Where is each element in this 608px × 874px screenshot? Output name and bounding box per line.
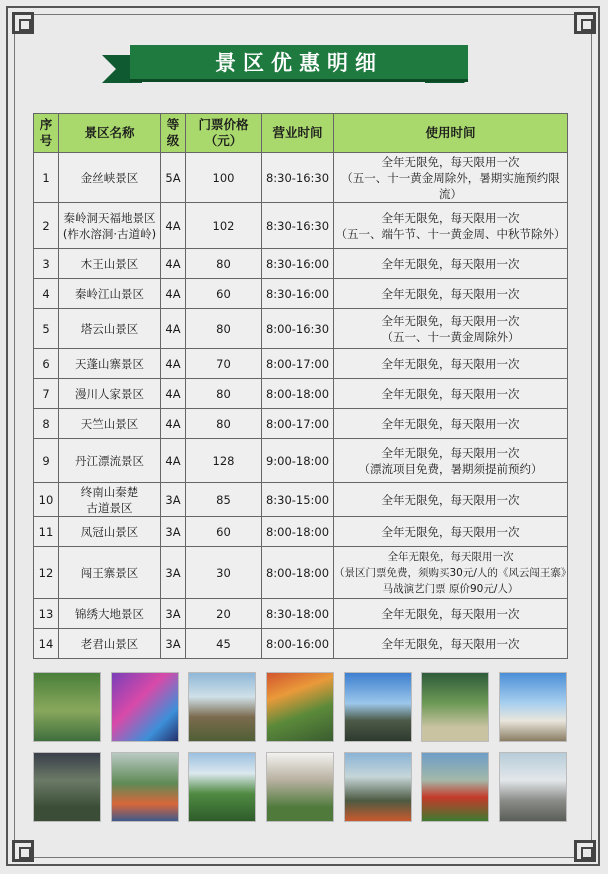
cell-use-text: （五一、端午节、十一黄金周、中秋节除外） — [335, 226, 566, 241]
cell-price-text: 80 — [216, 386, 231, 401]
cell-price — [186, 547, 262, 599]
cell-no-text: 4 — [42, 286, 50, 301]
cell-name — [59, 309, 161, 349]
cell-no — [34, 203, 59, 249]
page-title: 景区优惠明细 — [215, 51, 383, 75]
cell-hours — [262, 379, 334, 409]
cell-use — [334, 439, 568, 483]
cell-name-text: 塔云山景区 — [80, 321, 139, 336]
cell-name-text: 老君山景区 — [80, 636, 139, 651]
cell-grade-text: 3A — [165, 606, 181, 621]
cell-use-text: （五一、十一黄金周除外） — [381, 329, 520, 344]
photo-strip-top — [33, 672, 567, 742]
cell-hours — [262, 249, 334, 279]
cell-hours-text: 8:30-16:30 — [265, 170, 330, 185]
cell-no — [34, 599, 59, 629]
cell-hours-text: 8:30-18:00 — [265, 606, 330, 621]
cell-price — [186, 439, 262, 483]
photo-3 — [188, 672, 256, 742]
cell-no-text: 14 — [38, 636, 54, 651]
photo-8 — [33, 752, 101, 822]
photo-5 — [344, 672, 412, 742]
photo-13 — [421, 752, 489, 822]
table-row — [34, 249, 568, 279]
cell-name — [59, 547, 161, 599]
cell-use — [334, 349, 568, 379]
cell-price-text: 30 — [216, 565, 231, 580]
cell-grade-text: 4A — [165, 286, 181, 301]
title-banner — [130, 45, 468, 79]
photo-9 — [111, 752, 179, 822]
cell-use-text: （五一、十一黄金周除外，暑期实施预约限流） — [341, 170, 560, 201]
cell-price — [186, 309, 262, 349]
photo-2 — [111, 672, 179, 742]
table-row — [34, 153, 568, 203]
cell-price-text: 85 — [216, 492, 231, 507]
cell-use — [334, 517, 568, 547]
cell-name — [59, 439, 161, 483]
cell-name-text: 天竺山景区 — [80, 416, 139, 431]
cell-use — [334, 629, 568, 659]
table-row — [34, 547, 568, 599]
cell-no-text: 11 — [38, 524, 54, 539]
cell-name — [59, 203, 161, 249]
cell-no — [34, 483, 59, 517]
photo-4 — [266, 672, 334, 742]
cell-use-text: 马战演艺门票 原价90元/人） — [382, 582, 519, 595]
cell-use — [334, 599, 568, 629]
cell-no-text: 3 — [42, 256, 50, 271]
cell-name — [59, 153, 161, 203]
cell-price-text: 60 — [216, 524, 231, 539]
cell-no-text: 8 — [42, 416, 50, 431]
cell-no — [34, 409, 59, 439]
cell-use-text: 全年无限免，每天限用一次 — [381, 210, 520, 225]
cell-hours-text: 8:00-17:00 — [265, 356, 330, 371]
cell-hours — [262, 309, 334, 349]
cell-price — [186, 629, 262, 659]
header-grade: 等级 — [161, 114, 186, 153]
cell-use-text: 全年无限免，每天限用一次 — [381, 524, 520, 539]
cell-price-text: 80 — [216, 256, 231, 271]
cell-grade-text: 4A — [165, 453, 181, 468]
cell-hours-text: 9:00-18:00 — [265, 453, 330, 468]
cell-hours-text: 8:30-15:00 — [265, 492, 330, 507]
table-row — [34, 599, 568, 629]
photo-6 — [421, 672, 489, 742]
photo-11 — [266, 752, 334, 822]
cell-grade-text: 4A — [165, 356, 181, 371]
cell-hours-text: 8:30-16:00 — [265, 286, 330, 301]
header-price: 门票价格（元） — [186, 114, 262, 153]
cell-price-text: 80 — [216, 321, 231, 336]
cell-use — [334, 249, 568, 279]
cell-price-text: 45 — [216, 636, 231, 651]
cell-price-text: 100 — [212, 170, 235, 185]
cell-name-text: 闯王寨景区 — [80, 565, 139, 580]
cell-price-text: 60 — [216, 286, 231, 301]
photo-1 — [33, 672, 101, 742]
cell-hours-text: 8:00-18:00 — [265, 524, 330, 539]
cell-no-text: 5 — [42, 321, 50, 336]
cell-grade — [161, 279, 186, 309]
cell-price — [186, 279, 262, 309]
cell-price — [186, 483, 262, 517]
cell-name-text: 秦岭江山景区 — [75, 286, 144, 301]
photo-10 — [188, 752, 256, 822]
cell-no — [34, 439, 59, 483]
cell-name-text: 漫川人家景区 — [75, 386, 144, 401]
cell-use-text: 全年无限免，每天限用一次 — [381, 492, 520, 507]
cell-grade-text: 3A — [165, 565, 181, 580]
cell-no-text: 12 — [38, 565, 54, 580]
cell-hours — [262, 483, 334, 517]
table-row — [34, 629, 568, 659]
table-row — [34, 517, 568, 547]
cell-no-text: 7 — [42, 386, 50, 401]
table-row — [34, 439, 568, 483]
cell-use — [334, 483, 568, 517]
cell-hours — [262, 203, 334, 249]
cell-name-text: 天蓬山寨景区 — [75, 356, 144, 371]
cell-name-text: 木王山景区 — [80, 256, 139, 271]
corner-ornament — [12, 12, 34, 34]
table-header-row — [34, 114, 568, 153]
cell-hours-text: 8:30-16:00 — [265, 256, 330, 271]
cell-no-text: 2 — [42, 218, 50, 233]
cell-no — [34, 547, 59, 599]
cell-name — [59, 483, 161, 517]
cell-hours-text: 8:00-18:00 — [265, 565, 330, 580]
header-name: 景区名称 — [59, 114, 161, 153]
cell-grade-text: 4A — [165, 416, 181, 431]
cell-no — [34, 279, 59, 309]
cell-no — [34, 349, 59, 379]
cell-name — [59, 249, 161, 279]
cell-name — [59, 279, 161, 309]
cell-price — [186, 349, 262, 379]
cell-use-text: 全年无限免，每天限用一次 — [381, 154, 520, 169]
cell-grade — [161, 599, 186, 629]
cell-hours-text: 8:00-16:00 — [265, 636, 330, 651]
cell-name-text: 凤冠山景区 — [80, 524, 139, 539]
cell-price — [186, 379, 262, 409]
cell-use-text: 全年无限免，每天限用一次 — [381, 606, 520, 621]
table-row — [34, 483, 568, 517]
cell-name — [59, 517, 161, 547]
cell-grade-text: 4A — [165, 386, 181, 401]
corner-ornament — [12, 840, 34, 862]
header-hours: 营业时间 — [262, 114, 334, 153]
cell-no-text: 1 — [42, 170, 50, 185]
cell-use — [334, 279, 568, 309]
cell-use — [334, 547, 572, 599]
cell-grade — [161, 203, 186, 249]
discount-table — [33, 113, 572, 659]
cell-price — [186, 153, 262, 203]
corner-ornament — [574, 840, 596, 862]
cell-name-text: 丹江漂流景区 — [75, 453, 144, 468]
cell-no-text: 13 — [38, 606, 54, 621]
cell-no-text: 6 — [42, 356, 50, 371]
cell-grade — [161, 309, 186, 349]
cell-grade-text: 3A — [165, 636, 181, 651]
cell-price — [186, 409, 262, 439]
cell-hours-text: 8:30-16:30 — [265, 218, 330, 233]
table-row — [34, 203, 568, 249]
cell-name — [59, 409, 161, 439]
cell-use — [334, 309, 568, 349]
cell-use-text: 全年无限免，每天限用一次 — [381, 313, 520, 328]
cell-grade-text: 4A — [165, 256, 181, 271]
cell-price — [186, 517, 262, 547]
cell-use-text: 全年无限免，每天限用一次 — [381, 445, 520, 460]
cell-hours-text: 8:00-17:00 — [265, 416, 330, 431]
cell-hours — [262, 599, 334, 629]
cell-no — [34, 629, 59, 659]
table-row — [34, 279, 568, 309]
cell-use-text: 全年无限免，每天限用一次 — [387, 550, 514, 563]
cell-price-text: 20 — [216, 606, 231, 621]
cell-no — [34, 249, 59, 279]
cell-grade — [161, 439, 186, 483]
cell-grade — [161, 153, 186, 203]
photo-7 — [499, 672, 567, 742]
cell-price — [186, 249, 262, 279]
header-no: 序号 — [34, 114, 59, 153]
cell-use-text: 全年无限免，每天限用一次 — [381, 416, 520, 431]
table-row — [34, 309, 568, 349]
cell-grade-text: 3A — [165, 492, 181, 507]
photo-14 — [499, 752, 567, 822]
cell-grade-text: 4A — [165, 321, 181, 336]
cell-grade — [161, 349, 186, 379]
cell-price-text: 102 — [212, 218, 235, 233]
table-row — [34, 409, 568, 439]
table-row — [34, 349, 568, 379]
cell-grade-text: 4A — [165, 218, 181, 233]
cell-hours — [262, 517, 334, 547]
cell-name — [59, 629, 161, 659]
cell-price — [186, 599, 262, 629]
cell-hours-text: 8:00-16:30 — [265, 321, 330, 336]
table-row — [34, 379, 568, 409]
cell-use-text: 全年无限免，每天限用一次 — [381, 356, 520, 371]
cell-use-text: （漂流项目免费，暑期须提前预约） — [358, 461, 543, 476]
cell-no-text: 10 — [38, 492, 54, 507]
cell-name-text: (柞水溶洞·古道岭) — [62, 226, 157, 241]
cell-grade — [161, 249, 186, 279]
cell-grade — [161, 409, 186, 439]
cell-hours — [262, 409, 334, 439]
cell-grade-text: 5A — [165, 170, 181, 185]
cell-use-text: 全年无限免，每天限用一次 — [381, 636, 520, 651]
cell-no — [34, 517, 59, 547]
cell-grade — [161, 517, 186, 547]
cell-hours — [262, 439, 334, 483]
cell-no — [34, 379, 59, 409]
cell-grade — [161, 379, 186, 409]
photo-strip-bottom — [33, 752, 567, 822]
cell-grade — [161, 629, 186, 659]
cell-name-text: 锦绣大地景区 — [75, 606, 144, 621]
cell-name-text: 秦岭洞天福地景区 — [63, 210, 156, 225]
cell-price — [186, 203, 262, 249]
cell-name — [59, 349, 161, 379]
header-use: 使用时间 — [334, 114, 568, 153]
cell-use-text: 全年无限免，每天限用一次 — [381, 286, 520, 301]
corner-ornament — [574, 12, 596, 34]
cell-name — [59, 599, 161, 629]
cell-grade-text: 3A — [165, 524, 181, 539]
cell-hours — [262, 629, 334, 659]
cell-use-text: 全年无限免，每天限用一次 — [381, 386, 520, 401]
cell-hours — [262, 349, 334, 379]
cell-name-text: 金丝峡景区 — [80, 170, 139, 185]
cell-grade — [161, 547, 186, 599]
cell-use-text: （景区门票免费，须购买30元/人的《风云闯王寨》 — [334, 566, 572, 579]
cell-use — [334, 409, 568, 439]
cell-name-text: 终南山秦楚 — [80, 484, 139, 499]
cell-hours — [262, 279, 334, 309]
cell-use — [334, 153, 568, 203]
photo-12 — [344, 752, 412, 822]
cell-name-text: 古道景区 — [86, 500, 133, 515]
cell-use — [334, 379, 568, 409]
cell-hours — [262, 547, 334, 599]
cell-no-text: 9 — [42, 453, 50, 468]
cell-price-text: 70 — [216, 356, 231, 371]
cell-grade — [161, 483, 186, 517]
cell-no — [34, 153, 59, 203]
cell-use-text: 全年无限免，每天限用一次 — [381, 256, 520, 271]
cell-price-text: 80 — [216, 416, 231, 431]
cell-name — [59, 379, 161, 409]
cell-hours — [262, 153, 334, 203]
cell-use — [334, 203, 568, 249]
cell-hours-text: 8:00-18:00 — [265, 386, 330, 401]
cell-no — [34, 309, 59, 349]
cell-price-text: 128 — [212, 453, 235, 468]
